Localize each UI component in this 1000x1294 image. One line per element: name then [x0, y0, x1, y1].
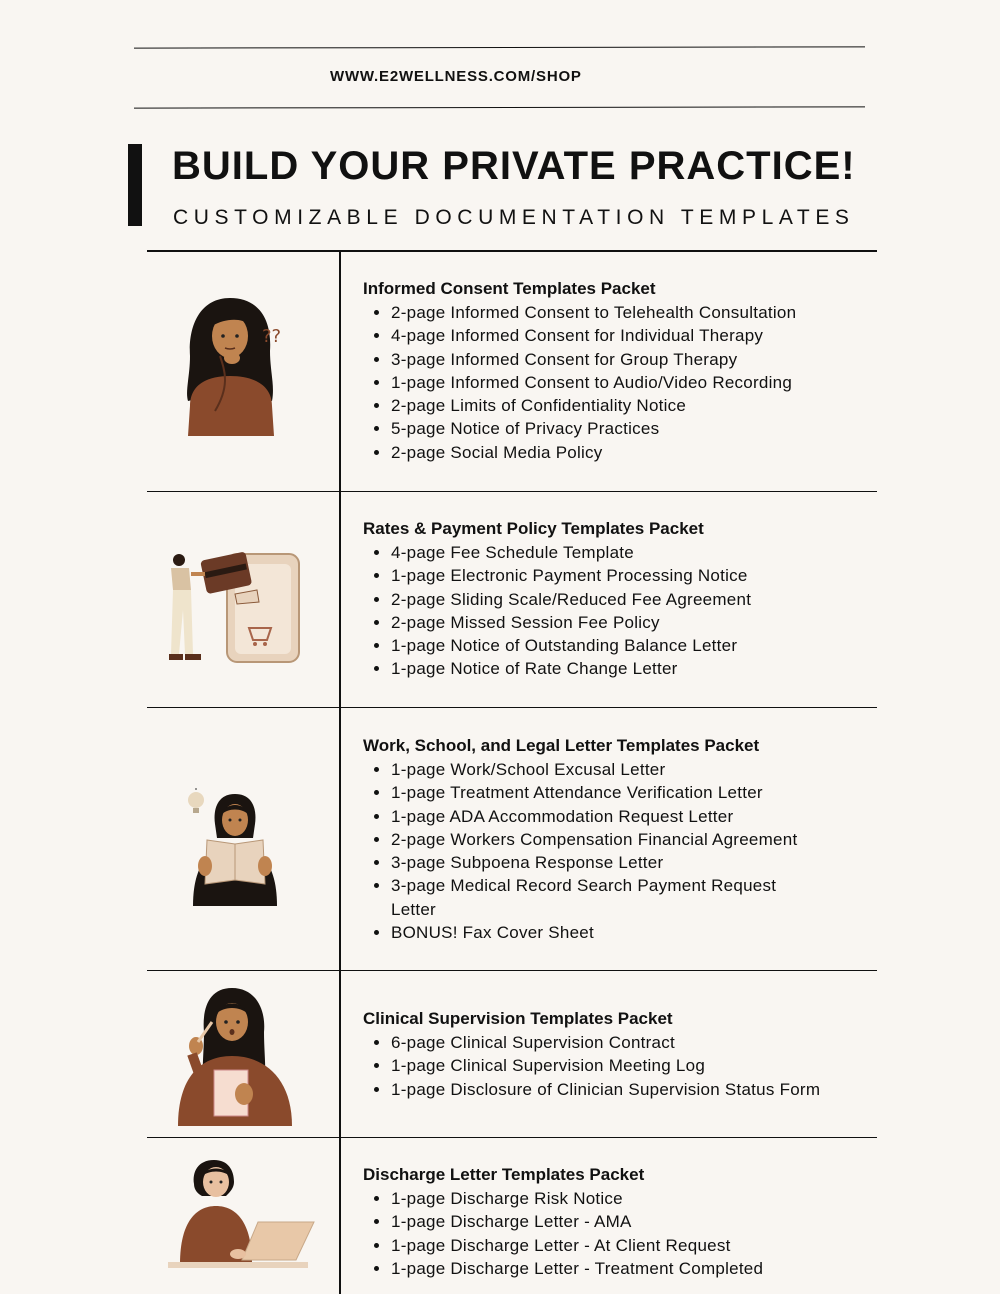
section-title: Informed Consent Templates Packet — [363, 279, 656, 298]
mobile-payment-icon — [165, 550, 305, 673]
list-item: • 2-page Social Media Policy — [391, 441, 873, 464]
woman-at-laptop-icon — [166, 1156, 316, 1277]
template-list — [363, 1031, 873, 1101]
list-item: • 2-page Missed Session Fee Policy — [391, 611, 873, 634]
template-list — [363, 301, 873, 464]
top-rule — [134, 46, 865, 48]
row-divider — [147, 970, 877, 971]
list-item: • 1-page Notice of Rate Change Letter — [391, 657, 873, 680]
list-item: • 1-page Treatment Attendance Verification Letter — [391, 781, 873, 804]
list-item: • 6-page Clinical Supervision Contract — [391, 1031, 873, 1054]
table-top-rule — [147, 250, 877, 252]
list-item: • 1-page Discharge Letter - Treatment Completed — [391, 1257, 873, 1280]
list-item: • 1-page Disclosure of Clinician Supervision Status Form — [391, 1078, 873, 1101]
list-item: • 2-page Limits of Confidentiality Notice — [391, 394, 873, 417]
list-item: • 1-page ADA Accommodation Request Letter — [391, 805, 873, 828]
discharge-letter-section — [363, 1163, 873, 1280]
row-divider — [147, 1137, 877, 1138]
work-school-legal-section — [363, 734, 873, 944]
list-item: • 1-page Discharge Letter - AMA — [391, 1210, 873, 1233]
template-list — [363, 1187, 873, 1280]
title-accent-bar — [128, 144, 142, 226]
list-item: • 3-page Informed Consent for Group Therapy — [391, 348, 873, 371]
section-title: Work, School, and Legal Letter Templates Packet — [363, 736, 760, 755]
list-item: • 3-page Subpoena Response Letter — [391, 851, 873, 874]
list-item: • 1-page Clinical Supervision Meeting Log — [391, 1054, 873, 1077]
section-title: Rates & Payment Policy Templates Packet — [363, 519, 704, 538]
list-item: • 1-page Electronic Payment Processing Notice — [391, 564, 873, 587]
list-item: • 2-page Workers Compensation Financial Agreement — [391, 828, 873, 851]
list-item: • 2-page Informed Consent to Telehealth Consultation — [391, 301, 873, 324]
shop-url[interactable]: WWW.E2WELLNESS.COM/SHOP — [330, 68, 582, 85]
url-underline-rule — [134, 106, 865, 108]
section-title: Clinical Supervision Templates Packet — [363, 1009, 673, 1028]
list-item: • 1-page Discharge Risk Notice — [391, 1187, 873, 1210]
woman-reading-letter-icon — [185, 788, 285, 915]
woman-with-notepad-icon — [172, 986, 296, 1133]
list-item: • 1-page Informed Consent to Audio/Video Recording — [391, 371, 873, 394]
list-item: • 2-page Sliding Scale/Reduced Fee Agreement — [391, 588, 873, 611]
list-item: • 1-page Discharge Letter - At Client Request — [391, 1234, 873, 1257]
section-title: Discharge Letter Templates Packet — [363, 1165, 645, 1184]
template-list — [363, 541, 873, 681]
list-item: • BONUS! Fax Cover Sheet — [391, 921, 873, 944]
row-divider — [147, 491, 877, 492]
template-list — [363, 758, 873, 944]
clinical-supervision-section — [363, 1007, 873, 1101]
informed-consent-section — [363, 277, 873, 464]
list-item: • 1-page Work/School Excusal Letter — [391, 758, 873, 781]
page-title: BUILD YOUR PRIVATE PRACTICE! — [172, 144, 856, 188]
thinking-woman-icon — [180, 296, 290, 446]
svg-text:??: ?? — [262, 326, 282, 347]
list-item: • 4-page Fee Schedule Template — [391, 541, 873, 564]
row-divider — [147, 707, 877, 708]
list-item: • 1-page Notice of Outstanding Balance Letter — [391, 634, 873, 657]
list-item: • 4-page Informed Consent for Individual Therapy — [391, 324, 873, 347]
list-item: • 3-page Medical Record Search Payment Request Letter — [391, 874, 873, 921]
page-subtitle: CUSTOMIZABLE DOCUMENTATION TEMPLATES — [173, 206, 855, 229]
list-item: • 5-page Notice of Privacy Practices — [391, 417, 873, 440]
rates-payment-section — [363, 517, 873, 681]
